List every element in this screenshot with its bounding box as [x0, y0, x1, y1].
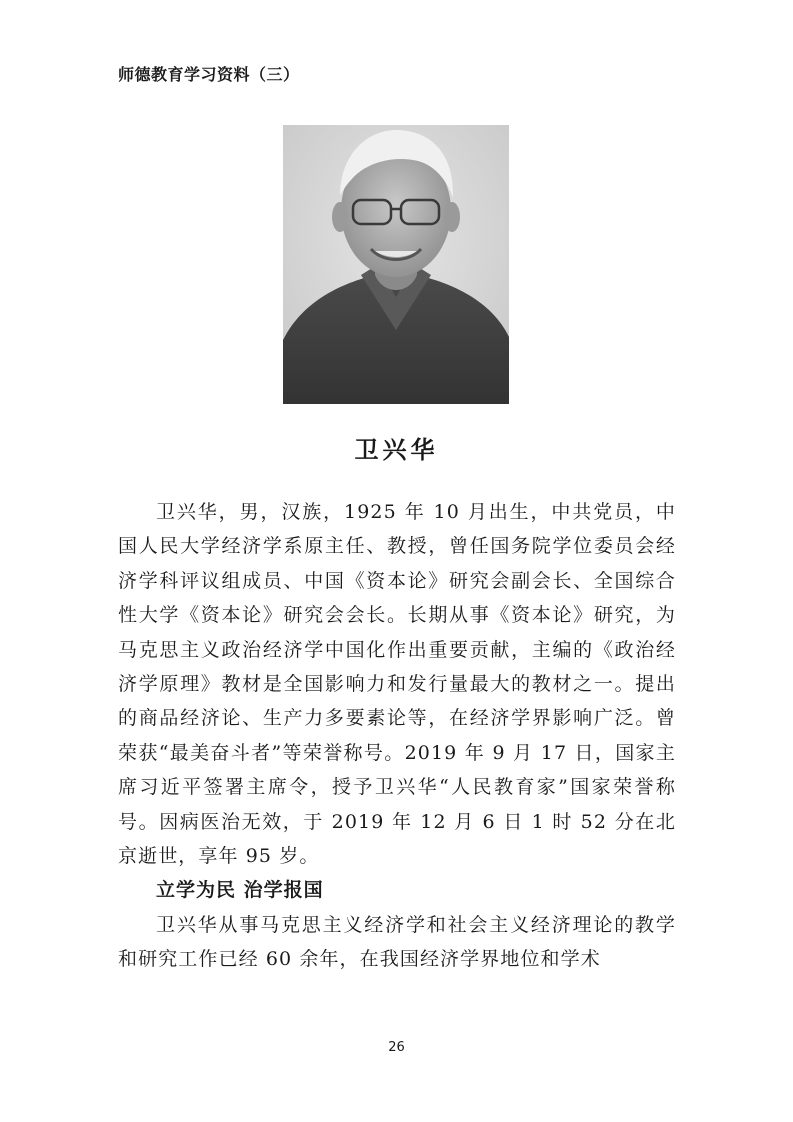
page-number: 26	[388, 1040, 405, 1055]
portrait-photo	[283, 125, 509, 404]
section-paragraph: 卫兴华从事马克思主义经济学和社会主义经济理论的教学和研究工作已经 60 余年，在我国经济学界地位和学术	[118, 913, 676, 971]
intro-paragraph: 卫兴华，男，汉族，1925 年 10 月出生，中共党员，中国人民大学经济学系原主任、教授，曾任国务院学位委员会经济学科评议组成员、中国《资本论》研究会副会长、全国综合性大学《资本论》研究会会长。长期从事《资本论》研究，为马克思主义政治经济学中国化作出重要贡献，主编的《政治经济学原理》教材是全国影响力和发行量最大的教材之一。提出的商品经济论、生产力多要素论等，在经济学界影响广泛。曾荣获“最美奋斗者”等荣誉称号。2019 年 9 月 17 日，国家主席习近平签署主席令，授予卫兴华“人民教育家”国家荣誉称号。因病医治无效，于 2019 年 12 月 6 日 1 时 52 分在北京逝世，享年 95 岁。	[118, 501, 676, 868]
portrait-illustration	[283, 125, 509, 404]
document-header: 师德教育学习资料（三）	[118, 65, 300, 84]
article-body	[118, 495, 676, 977]
section-heading: 立学为民 治学报国	[156, 879, 324, 902]
person-name: 卫兴华	[354, 436, 439, 464]
